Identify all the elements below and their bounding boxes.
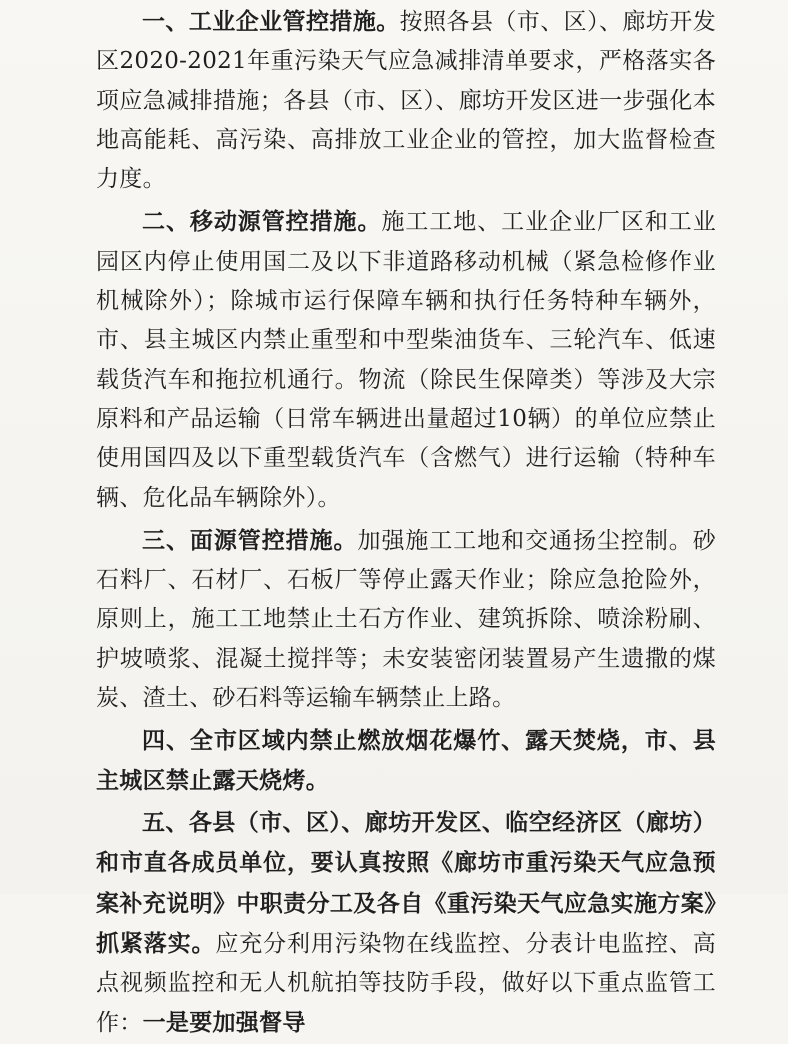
paragraph-industrial-control <box>96 2 716 199</box>
body-area-source-control: 加强施工工地和交通扬尘控制。砂石料厂、石材厂、石板厂等停止露天作业；除应急抢险外，原则上，施工工地禁止土石方作业、建筑拆除、喷涂粉刷、护坡喷浆、混凝土搅拌等；未安装密闭装置易产生遗撒的煤炭、渣土、砂石料等运输车辆禁止上路。 <box>96 527 717 712</box>
paragraph-implementation <box>96 803 716 1044</box>
emphasis-first-point: 一是要加强督导 <box>142 1009 306 1037</box>
heading-mobile-source-control: 二、移动源管控措施。 <box>142 208 382 236</box>
heading-implementation: 五、各县（市、区）、廊坊开发区、临空经济区（廊坊）和市直各成员单位，要认真按照《廊坊市重污染天气应急预案补充说明》中职责分工及各自《重污染天气应急实施方案》抓紧落实。 <box>96 808 716 957</box>
paragraph-fireworks-ban <box>96 721 716 800</box>
body-implementation: 应充分利用污染物在线监控、分表计电监控、高点视频监控和无人机航拍等技防手段，做好以下重点监管工作： <box>96 930 716 1037</box>
body-mobile-source-control: 施工工地、工业企业厂区和工业园区内停止使用国二及以下非道路移动机械（紧急检修作业机械除外）；除城市运行保障车辆和执行任务特种车辆外，市、县主城区内禁止重型和中型柴油货车、三轮汽车、低速载货汽车和拖拉机通行。物流（除民生保障类）等涉及大宗原料和产品运输（日常车辆进出量超过10辆）的单位应禁止使用国四及以下重型载货汽车（含燃气）进行运输（特种车辆、危化品车辆除外）。 <box>96 209 717 511</box>
body-industrial-control: 按照各县（市、区）、廊坊开发区2020-2021年重污染天气应急减排清单要求，严格落实各项应急减排措施；各县（市、区）、廊坊开发区进一步强化本地高能耗、高污染、高排放工业企业的管控，加大监督检查力度。 <box>96 9 716 193</box>
paragraph-mobile-source-control <box>96 202 716 517</box>
heading-industrial-control: 一、工业企业管控措施。 <box>142 8 400 35</box>
heading-area-source-control: 三、面源管控措施。 <box>142 526 358 554</box>
heading-fireworks-ban: 四、全市区域内禁止燃放烟花爆竹、露天焚烧，市、县主城区禁止露天烧烤。 <box>96 727 716 794</box>
paragraph-area-source-control <box>96 521 716 718</box>
